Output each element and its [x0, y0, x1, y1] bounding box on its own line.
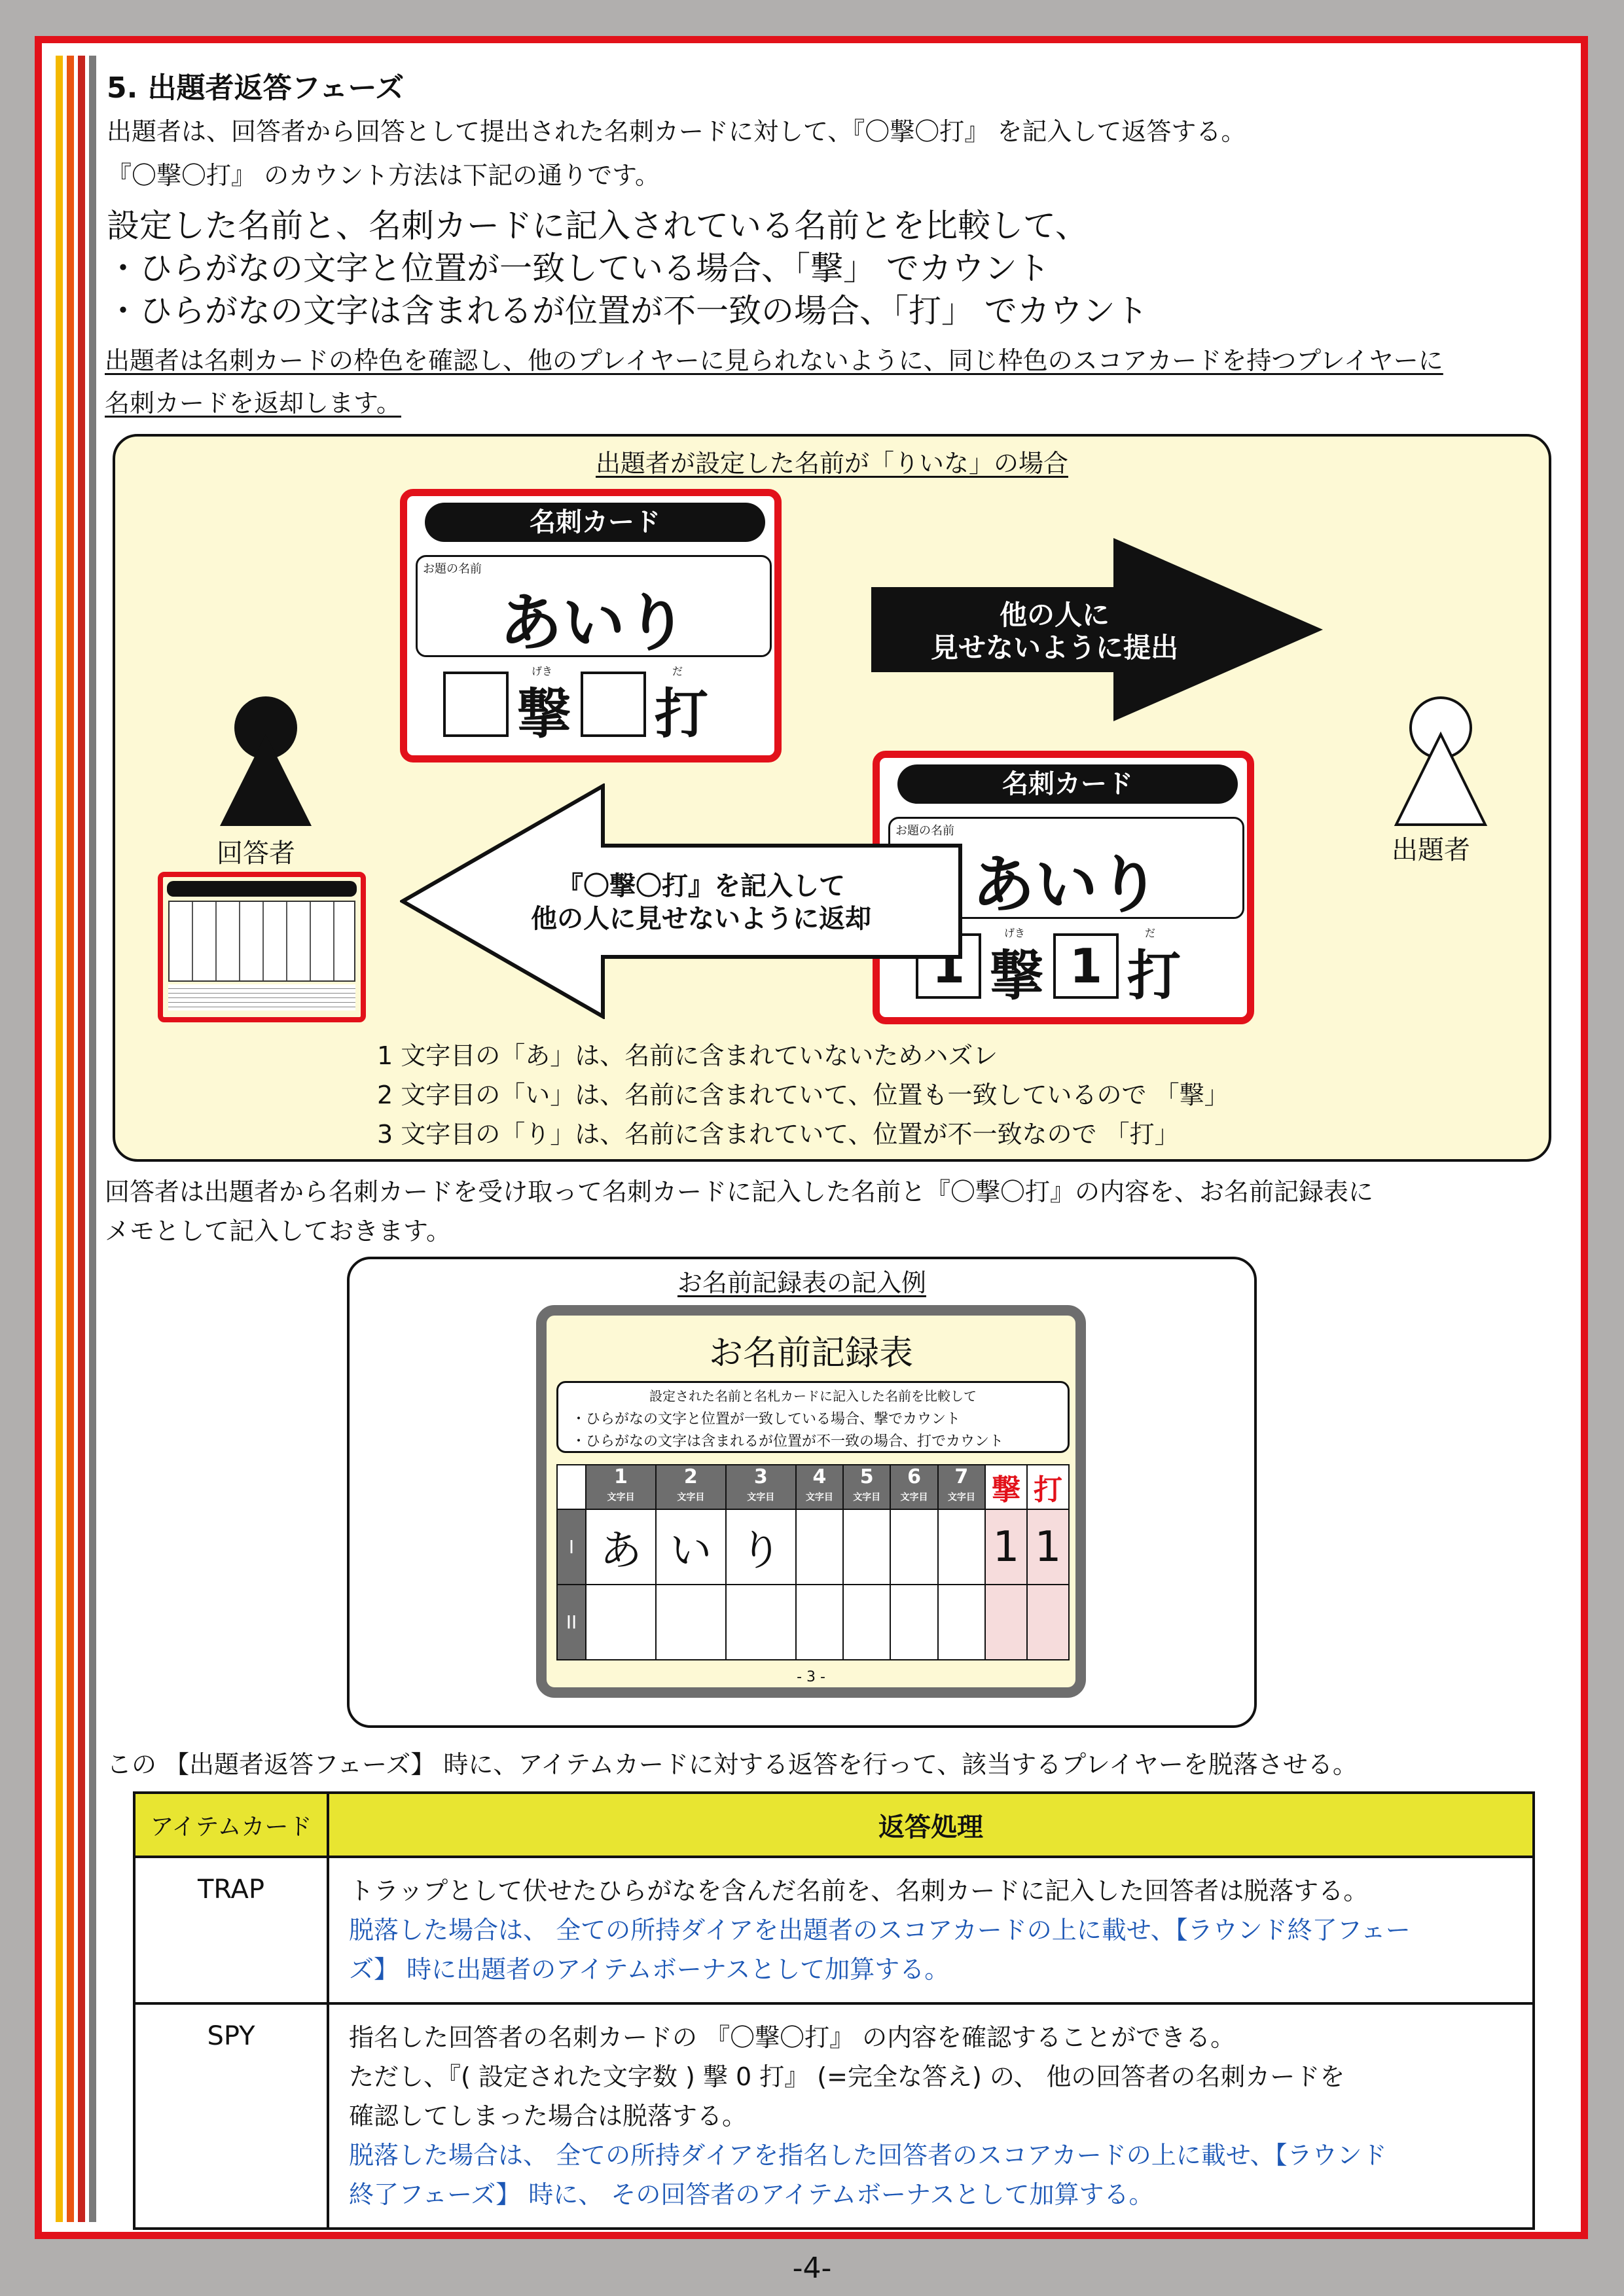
da-count-filled: 1 [1053, 933, 1119, 999]
spy-description: 指名した回答者の名刺カードの 『〇撃〇打』 の内容を確認することができる。 ただし、『( 設定された文字数 ) 撃 0 打』 (=完全な答え) の、 他の回答者の名刺カードを 確認してしまった場合は脱落する。 脱落した場合は、 全ての所持ダイアを指名した回答者のスコアカードの上に載せ、【ラウンド 終了フェーズ】 時に、 その回答者のアイテムボーナスとして加算する。 [328, 2003, 1534, 2229]
stripe-gray [89, 56, 96, 2222]
record-table: 1 文字目 2 文字目 3 文字目 4 文字目 5 文字目 6 文字目 7 文字目 撃 打 I あ い り 1 1 II [556, 1464, 1070, 1660]
business-card-submitted [400, 489, 782, 762]
rule-line-1: 設定した名前と、名刺カードに記入されている名前とを比較して、 [107, 207, 1088, 245]
return-arrow-text: 『〇撃〇打』を記入して 他の人に見せないように返却 [531, 871, 871, 934]
name-label: お題の名前 [423, 562, 482, 576]
page-number: -4- [792, 2251, 832, 2285]
intro-line-1: 出題者は、回答者から回答として提出された名刺カードに対して、『〇撃〇打』 を記入して返答する。 [107, 117, 1246, 146]
answerer-person-icon [213, 695, 318, 839]
record-sheet [536, 1305, 1086, 1698]
questioner-label: 出題者 [1392, 835, 1470, 865]
sheet-page-number: - 3 - [797, 1669, 825, 1685]
memo-line-2: メモとして記入しておきます。 [105, 1217, 451, 1246]
rule-line-3: ・ひらがなの文字は含まれるが位置が不一致の場合、「打」 でカウント [107, 292, 1148, 330]
geki-label: 撃 [517, 683, 571, 745]
questioner-person-icon [1388, 695, 1493, 839]
trap-description: トラップとして伏せたひらがなを含んだ名前を、名刺カードに記入した回答者は脱落する。 脱落した場合は、 全ての所持ダイアを出題者のスコアカードの上に載せ、【ラウンド終了フェー ズ】 時に出題者のアイテムボーナスとして加算する。 [328, 1857, 1534, 2003]
da-ruby: だ [672, 665, 683, 677]
explanation-3: 3 文字目の「り」は、名前に含まれていて、位置が不一致なので 「打」 [377, 1120, 1180, 1149]
example-title: 出題者が設定した名前が「りいな」の場合 [595, 449, 1068, 478]
geki-ruby: げき [532, 665, 553, 677]
intro-line-2: 『〇撃〇打』 のカウント方法は下記の通りです。 [107, 161, 660, 190]
answerer-label: 回答者 [217, 838, 295, 869]
rule-line-2: ・ひらがなの文字と位置が一致している場合、「撃」 でカウント [107, 249, 1050, 287]
item-intro: この 【出題者返答フェーズ】 時に、アイテムカードに対する返答を行って、該当するプレイヤーを脱落させる。 [107, 1750, 1358, 1779]
da-label: 打 [655, 683, 709, 745]
business-card-returned: 名刺カード お題の名前 あいり 1 げき 撃 1 だ 打 [873, 751, 1254, 1024]
stripe-yellow [56, 56, 63, 2222]
note-line-1: 出題者は名刺カードの枠色を確認し、他のプレイヤーに見られないように、同じ枠色のスコアカードを持つプレイヤーに [105, 346, 1443, 375]
stripe-orange [67, 56, 74, 2222]
sheet-title: お名前記録表 [708, 1334, 913, 1373]
name-box-2: お題の名前 あいり [888, 817, 1244, 919]
section-title: 5. 出題者返答フェーズ [107, 71, 405, 105]
sheet-rule-box: 設定された名前と名札カードに記入した名前を比較して ・ひらがなの文字と位置が一致している場合、撃でカウント ・ひらがなの文字は含まれるが位置が不一致の場合、打でカウント [556, 1381, 1070, 1453]
example-panel [113, 434, 1551, 1162]
explanation-1: 1 文字目の「あ」は、名前に含まれていないためハズレ [377, 1041, 998, 1070]
item-spy: SPY [134, 2003, 328, 2229]
record-example-title: お名前記録表の記入例 [677, 1268, 926, 1297]
record-example-box [347, 1257, 1257, 1728]
name-box [416, 555, 772, 660]
geki-count-box [443, 672, 509, 737]
note-line-2: 名刺カードを返却します。 [105, 389, 401, 418]
card-title: 名刺カード [425, 503, 765, 542]
da-count-box [581, 672, 646, 737]
item-card-table [133, 1791, 1535, 2230]
card-name: あいり [499, 586, 688, 660]
explanation-2: 2 文字目の「い」は、名前に含まれていて、位置も一致しているので 「撃」 [377, 1081, 1229, 1109]
geki-count-filled: 1 [916, 933, 981, 999]
stripe-red [78, 56, 85, 2222]
item-trap: TRAP [134, 1857, 328, 2003]
card-title-2: 名刺カード [897, 764, 1238, 804]
submit-arrow-text: 他の人に 見せないように提出 [930, 599, 1178, 664]
header-response: 返答処理 [328, 1793, 1534, 1857]
score-card-thumbnail [158, 872, 366, 1022]
header-item-card: アイテムカード [134, 1793, 328, 1857]
memo-line-1: 回答者は出題者から名刺カードを受け取って名刺カードに記入した名前と『〇撃〇打』の内容を、お名前記録表に [105, 1177, 1374, 1206]
